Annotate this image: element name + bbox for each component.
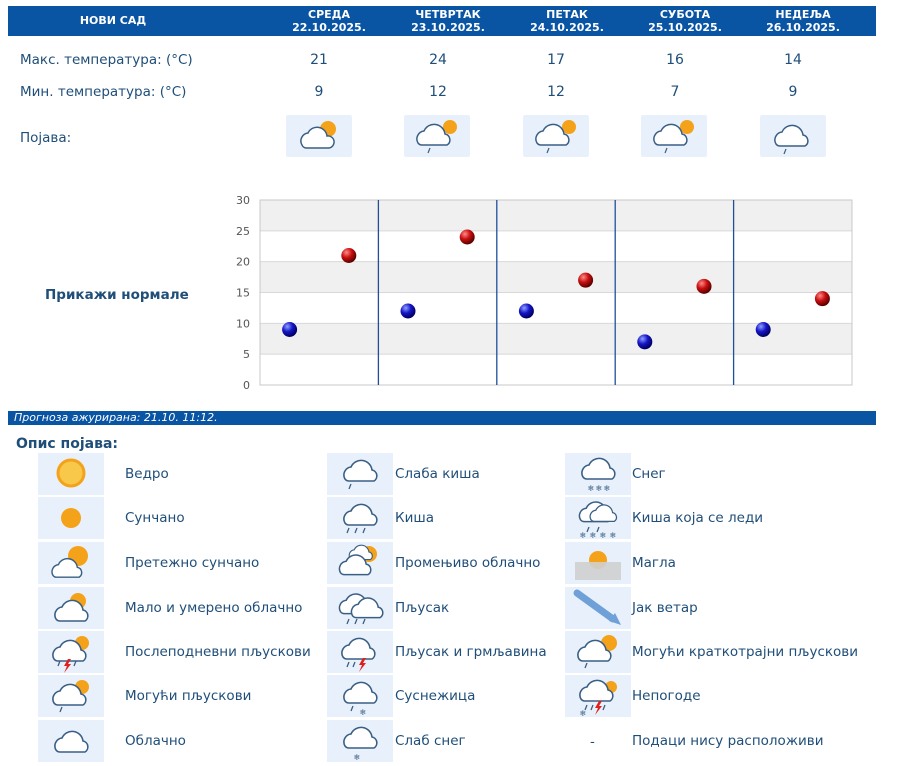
possible-showers-icon <box>38 675 104 717</box>
sun-icon <box>38 497 104 539</box>
min-temp-label: Мин. температура: (°C) <box>20 84 187 100</box>
legend-label: Ведро <box>125 466 169 482</box>
cloud-drizzle-icon <box>760 115 826 157</box>
storm-icon <box>565 675 631 717</box>
show-normals-link[interactable]: Прикажи нормале <box>45 287 189 303</box>
legend-label: Суснежица <box>395 688 476 704</box>
light-rain-icon <box>327 453 393 495</box>
max-temp-value: 17 <box>547 52 565 68</box>
max-temp-value: 14 <box>784 52 802 68</box>
y-tick-label: 15 <box>236 286 250 300</box>
svg-text:❄: ❄ <box>579 709 587 717</box>
light-snow-icon <box>327 720 393 762</box>
day-header: СУБОТА 25.10.2025. <box>648 8 722 34</box>
day-header: СРЕДА 22.10.2025. <box>292 8 366 34</box>
temperature-chart <box>226 190 866 390</box>
legend-label: Снег <box>632 466 666 482</box>
sun-clear-icon <box>38 453 104 495</box>
svg-text:❄: ❄ <box>359 708 367 717</box>
legend-label: Претежно сунчано <box>125 555 260 571</box>
legend-label: Сунчано <box>125 510 185 526</box>
cloudy-sunny-drizzle-icon <box>404 115 470 157</box>
grid-band <box>260 354 852 385</box>
fog-icon <box>565 542 631 584</box>
legend-label: Могући краткотрајни пљускови <box>632 644 859 660</box>
day-header: ЧЕТВРТАК 23.10.2025. <box>411 8 485 34</box>
max-temp-value: 16 <box>666 52 684 68</box>
grid-band <box>260 262 852 293</box>
y-tick-label: 20 <box>236 255 250 269</box>
max-temp-label: Макс. температура: (°C) <box>20 52 193 68</box>
min-temp-value: 9 <box>788 84 798 100</box>
max-temp-value: 21 <box>310 52 328 68</box>
forecast-updated-bar: Прогноза ажурирана: 21.10. 11:12. <box>8 411 876 425</box>
snow-icon <box>565 453 631 495</box>
partly-cloudy-icon <box>286 115 352 157</box>
cloudy-sunny-drizzle-icon <box>641 115 707 157</box>
svg-text:❄: ❄ <box>599 531 607 539</box>
y-tick-label: 0 <box>243 379 250 390</box>
svg-text:❄: ❄ <box>587 484 595 493</box>
forecast-header <box>8 6 876 36</box>
min-temp-point <box>637 334 652 349</box>
brief-showers-icon <box>565 631 631 673</box>
max-temp-point <box>341 248 356 263</box>
legend-label: Подаци нису расположиви <box>632 733 824 749</box>
min-temp-point <box>282 322 297 337</box>
max-temp-point <box>578 273 593 288</box>
variable-cloudy-icon <box>327 542 393 584</box>
city-name: НОВИ САД <box>79 14 147 27</box>
y-tick-label: 30 <box>236 194 250 207</box>
y-tick-label: 10 <box>236 317 250 331</box>
legend-label: Слаба киша <box>395 466 480 482</box>
min-temp-value: 12 <box>429 84 447 100</box>
temperature-chart-svg <box>226 190 866 390</box>
svg-text:❄: ❄ <box>603 484 611 493</box>
max-temp-point <box>697 279 712 294</box>
strong-wind-icon <box>565 587 631 629</box>
max-temp-point <box>815 291 830 306</box>
phenomenon-label: Појава: <box>20 130 72 146</box>
legend-label: Киша која се леди <box>632 510 764 526</box>
svg-text:❄: ❄ <box>609 531 617 539</box>
day-header: НЕДЕЉА 26.10.2025. <box>766 8 840 34</box>
day-header: ПЕТАК 24.10.2025. <box>530 8 604 34</box>
cloud-icon <box>38 720 104 762</box>
min-temp-point <box>756 322 771 337</box>
legend-label: Јак ветар <box>632 600 698 616</box>
afternoon-showers-icon <box>38 631 104 673</box>
legend-label: Мало и умерено облачно <box>125 600 303 616</box>
no-data-dash: - <box>590 734 595 750</box>
max-temp-value: 24 <box>429 52 447 68</box>
legend-label: Киша <box>395 510 434 526</box>
grid-band <box>260 200 852 231</box>
min-temp-value: 12 <box>547 84 565 100</box>
legend-label: Промењиво облачно <box>395 555 541 571</box>
partly-cloudy-icon <box>38 587 104 629</box>
y-tick-label: 25 <box>236 224 250 238</box>
y-tick-label: 5 <box>243 348 250 362</box>
legend-label: Облачно <box>125 733 186 749</box>
svg-text:❄: ❄ <box>353 753 361 762</box>
shower-icon <box>327 587 393 629</box>
cloudy-sunny-drizzle-icon <box>523 115 589 157</box>
rain-icon <box>327 497 393 539</box>
svg-text:❄: ❄ <box>579 531 587 539</box>
legend-label: Могући пљускови <box>125 688 252 704</box>
legend-label: Пљусак и грмљавина <box>395 644 547 660</box>
legend-label: Послеподневни пљускови <box>125 644 311 660</box>
thunder-shower-icon <box>327 631 393 673</box>
max-temp-point <box>460 230 475 245</box>
freezing-rain-icon <box>565 497 631 539</box>
min-temp-point <box>519 304 534 319</box>
min-temp-value: 9 <box>314 84 324 100</box>
svg-text:❄: ❄ <box>595 484 603 493</box>
min-temp-value: 7 <box>670 84 680 100</box>
min-temp-point <box>401 304 416 319</box>
legend-title: Опис појава: <box>16 436 118 452</box>
legend-label: Непогоде <box>632 688 701 704</box>
mostly-sunny-icon <box>38 542 104 584</box>
sleet-icon <box>327 675 393 717</box>
legend-label: Слаб снег <box>395 733 466 749</box>
svg-text:❄: ❄ <box>589 531 597 539</box>
legend-label: Магла <box>632 555 676 571</box>
grid-band <box>260 293 852 324</box>
legend-label: Пљусак <box>395 600 450 616</box>
